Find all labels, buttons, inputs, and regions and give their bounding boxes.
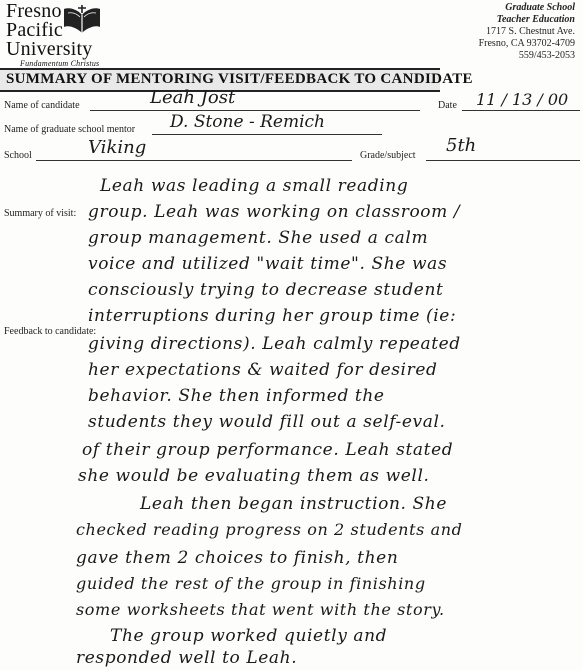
note-line-8: her expectations & waited for desired bbox=[88, 360, 438, 380]
address-street: 1717 S. Chestnut Ave. bbox=[486, 26, 575, 37]
address-phone: 559/453-2053 bbox=[518, 50, 575, 61]
mentor-value: D. Stone - Remich bbox=[170, 112, 325, 132]
note-line-9: behavior. She then informed the bbox=[88, 386, 385, 406]
grade-value: 5th bbox=[446, 135, 477, 156]
logo-line-2: Pacific bbox=[6, 19, 63, 41]
department-line-2: Teacher Education bbox=[496, 14, 575, 25]
logo-motto: Fundamentum Christus bbox=[20, 59, 100, 68]
note-line-15: gave them 2 choices to finish, then bbox=[76, 548, 399, 568]
mentor-label: Name of graduate school mentor bbox=[4, 124, 136, 135]
note-line-13: Leah then began instruction. She bbox=[140, 494, 447, 514]
grade-line bbox=[426, 160, 580, 161]
candidate-line bbox=[90, 110, 420, 111]
school-line bbox=[36, 160, 352, 161]
note-line-3: group management. She used a calm bbox=[88, 228, 429, 248]
logo-line-3: University bbox=[6, 38, 93, 60]
summary-label: Summary of visit: bbox=[4, 208, 77, 219]
candidate-value: Leah Jost bbox=[150, 87, 236, 108]
date-value: 11 / 13 / 00 bbox=[476, 90, 569, 109]
department-line-1: Graduate School bbox=[505, 2, 575, 13]
school-value: Viking bbox=[88, 137, 147, 158]
mentor-line bbox=[152, 134, 382, 135]
note-line-4: voice and utilized "wait time". She was bbox=[88, 254, 448, 274]
note-line-12: she would be evaluating them as well. bbox=[78, 466, 430, 486]
form-title: SUMMARY OF MENTORING VISIT/FEEDBACK TO CANDIDATE bbox=[6, 71, 473, 87]
open-book-emblem-icon bbox=[62, 3, 102, 39]
note-line-5: consciously trying to decrease student bbox=[88, 280, 444, 300]
note-line-7: giving directions). Leah calmly repeated bbox=[88, 334, 461, 354]
note-line-1: Leah was leading a small reading bbox=[100, 176, 409, 196]
note-line-18: The group worked quietly and bbox=[110, 626, 388, 646]
address-city: Fresno, CA 93702-4709 bbox=[478, 38, 575, 49]
logo-line-1: Fresno bbox=[6, 0, 62, 22]
note-line-19: responded well to Leah. bbox=[76, 648, 298, 668]
candidate-label: Name of candidate bbox=[4, 100, 80, 111]
date-label: Date bbox=[438, 100, 457, 111]
note-line-2: group. Leah was working on classroom / bbox=[88, 202, 461, 222]
feedback-label: Feedback to candidate: bbox=[4, 326, 97, 337]
note-line-17: some worksheets that went with the story. bbox=[76, 600, 445, 619]
date-line bbox=[462, 110, 580, 111]
note-line-14: checked reading progress on 2 students and bbox=[76, 520, 463, 539]
grade-label: Grade/subject bbox=[360, 150, 416, 161]
school-label: School bbox=[4, 150, 32, 161]
note-line-16: guided the rest of the group in finishing bbox=[76, 574, 426, 593]
note-line-11: of their group performance. Leah stated bbox=[82, 440, 454, 460]
department-address bbox=[479, 2, 575, 62]
note-line-10: students they would fill out a self-eval. bbox=[88, 412, 446, 432]
note-line-6: interruptions during her group time (ie: bbox=[88, 306, 457, 326]
